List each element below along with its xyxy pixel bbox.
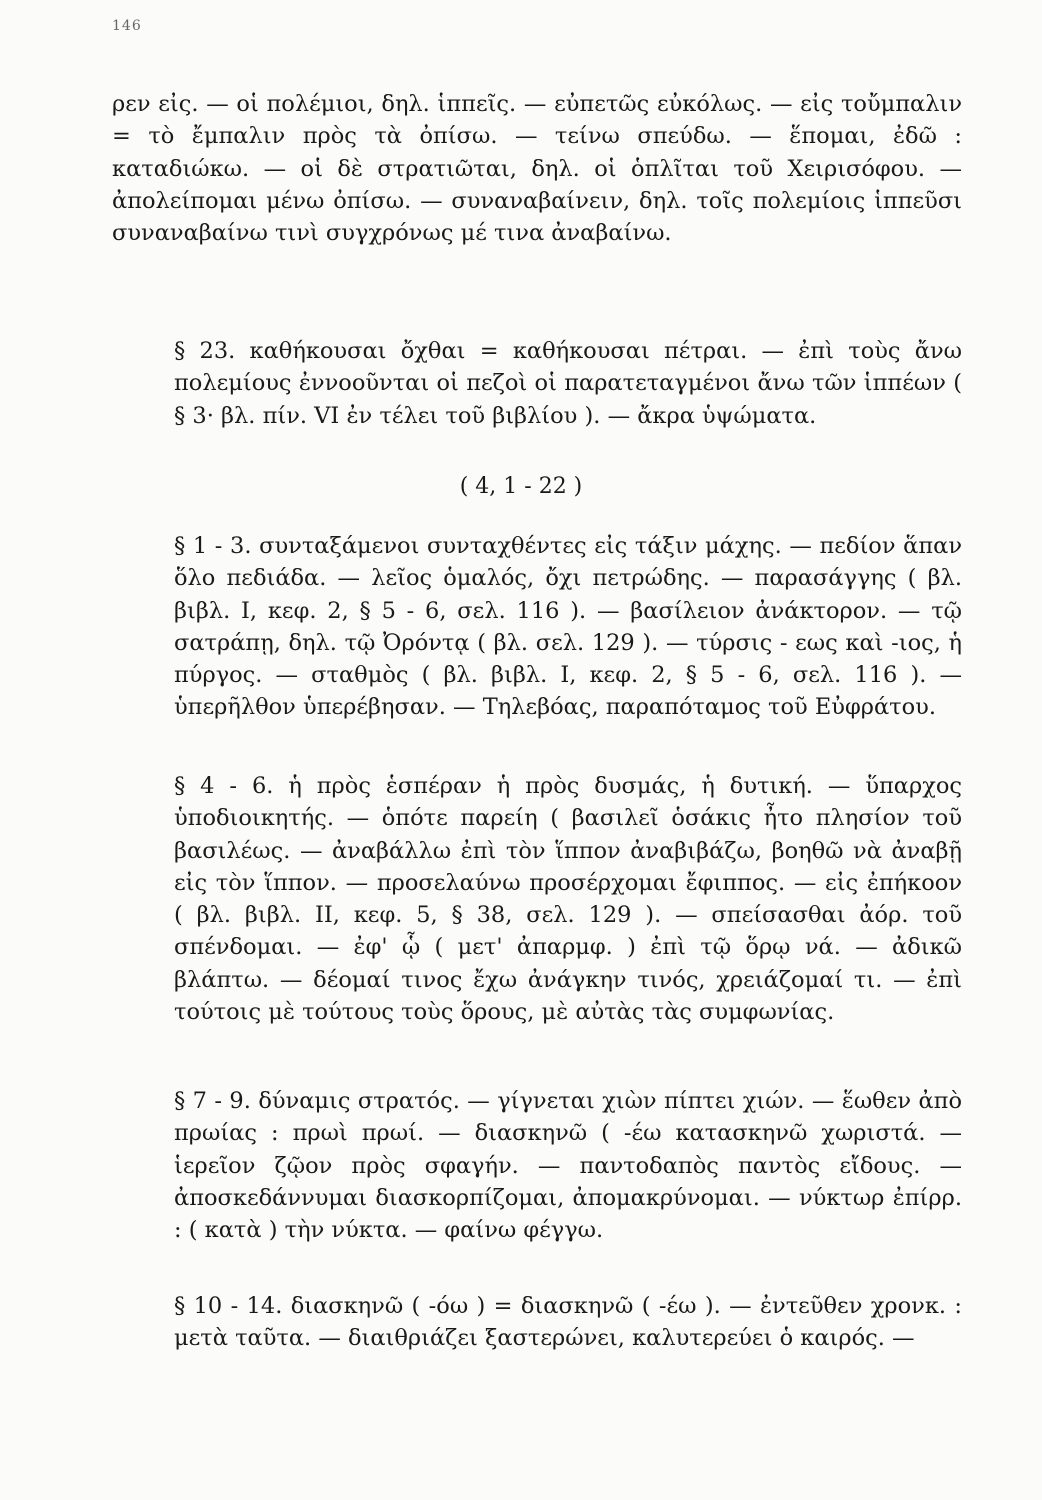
paragraph-section-1-3: § 1 - 3. συνταξάμενοι συνταχθέντες εἰς τάξιν μάχης. — πεδίον ἅπαν ὅλο πεδιάδα. — λεῖος ὁμαλός, ὄχι πετρώδης. — παρασάγγης ( βλ. βιβλ. I, κεφ. 2, § 5 - 6, σελ. 116 ). — βασίλειον ἀνάκτορον. — τῷ σατράπῃ, δηλ. τῷ Ὀρόντᾳ ( βλ. σελ. 129 ). — τύρσις - εως καὶ -ιος, ἡ πύργος. — σταθμὸς ( βλ. βιβλ. I, κεφ. 2, § 5 - 6, σελ. 116 ). — ὑπερῆλθον ὑπερέβησαν. — Τηλεβόας, παραπόταμος τοῦ Εὐφράτου.: [174, 533, 962, 721]
chapter-reference: ( 4, 1 - 22 ): [459, 474, 583, 499]
paragraph-block1: ρεν εἰς. — οἱ πολέμιοι, δηλ. ἱππεῖς. — εὐπετῶς εὐκόλως. — εἰς τοὔμπαλιν = τὸ ἔμπαλιν πρὸς τὰ ὀπίσω. — τείνω σπεύδω. — ἕπομαι, ἐδῶ : καταδιώκω. — οἱ δὲ στρατιῶται, δηλ. οἱ ὁπλῖται τοῦ Χειρισόφου. — ἀπολείπομαι μένω ὀπίσω. — συναναβαίνειν, δηλ. τοῖς πολεμίοις ἱππεῦσι συναναβαίνω τινὶ συγχρόνως μέ τινα ἀναβαίνω.: [112, 91, 962, 247]
page-number: 146: [112, 18, 142, 34]
paragraph-section-23: § 23. καθήκουσαι ὄχθαι = καθήκουσαι πέτραι. — ἐπὶ τοὺς ἄνω πολεμίους ἐννοοῦνται οἱ πεζοὶ οἱ παρατεταγμένοι ἄνω τῶν ἱππέων ( § 3· βλ. πίν. VI ἐν τέλει τοῦ βιβλίου ). — ἄκρα ὑψώματα.: [174, 338, 962, 429]
paragraph-section-7-9: § 7 - 9. δύναμις στρατός. — γίγνεται χιὼν πίπτει χιών. — ἕωθεν ἀπὸ πρωίας : πρωὶ πρωί. — διασκηνῶ ( -έω κατασκηνῶ χωριστά. — ἱερεῖον ζῷον πρὸς σφαγήν. — παντοδαπὸς παντὸς εἴδους. — ἀποσκεδάννυμαι διασκορπίζομαι, ἀπομακρύνομαι. — νύκτωρ ἐπίρρ. : ( κατὰ ) τὴν νύκτα. — φαίνω φέγγω.: [174, 1088, 962, 1244]
paragraph-section-4-6: § 4 - 6. ἡ πρὸς ἑσπέραν ἡ πρὸς δυσμάς, ἡ δυτική. — ὕπαρχος ὑποδιοικητής. — ὁπότε παρείη ( βασιλεῖ ὁσάκις ἦτο πλησίον τοῦ βασιλέως. — ἀναβάλλω ἐπὶ τὸν ἵππον ἀναβιβάζω, βοηθῶ νὰ ἀναβῇ εἰς τὸν ἵππον. — προσελαύνω προσέρχομαι ἔφιππος. — εἰς ἐπήκοον ( βλ. βιβλ. II, κεφ. 5, § 38, σελ. 129 ). — σπείσασθαι ἀόρ. τοῦ σπένδομαι. — ἐφ' ᾧ ( μετ' ἀπαρμφ. ) ἐπὶ τῷ ὅρῳ νά. — ἀδικῶ βλάπτω. — δέομαί τινος ἔχω ἀνάγκην τινός, χρειάζομαί τι. — ἐπὶ τούτοις μὲ τούτους τοὺς ὅρους, μὲ αὐτὰς τὰς συμφωνίας.: [174, 773, 962, 1026]
paragraph-section-10-14: § 10 - 14. διασκηνῶ ( -όω ) = διασκηνῶ ( -έω ). — ἐντεῦθεν χρονκ. : μετὰ ταῦτα. — διαιθριάζει ξαστερώνει, καλυτερεύει ὁ καιρός. —: [174, 1293, 962, 1352]
